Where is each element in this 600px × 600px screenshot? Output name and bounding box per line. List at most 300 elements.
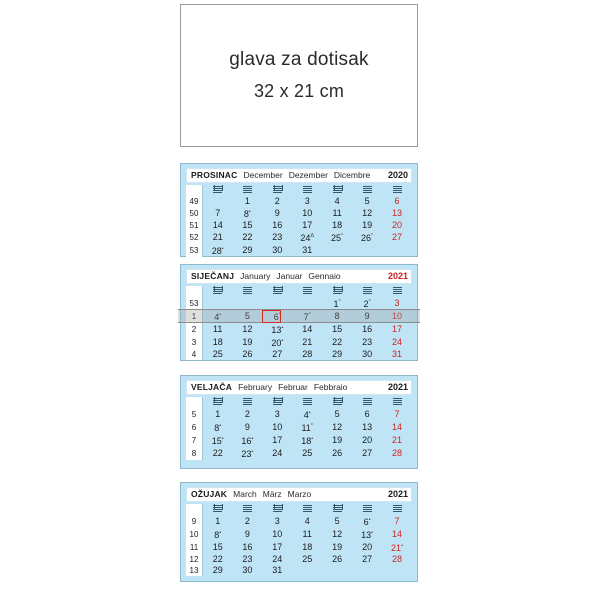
day-cell[interactable]	[232, 310, 262, 323]
month-block-march[interactable]	[180, 482, 418, 582]
day-cell[interactable]	[262, 528, 292, 541]
month-block-february[interactable]	[180, 375, 418, 469]
weekday-header-cell	[382, 397, 412, 408]
day-cell[interactable]	[322, 220, 352, 231]
day-cell[interactable]	[382, 310, 412, 323]
day-cell[interactable]	[352, 323, 382, 336]
day-cell[interactable]	[382, 244, 412, 257]
calendar-week-row	[186, 447, 412, 460]
day-cell[interactable]	[203, 207, 233, 220]
week-number: 6	[186, 421, 203, 434]
day-cell[interactable]	[322, 310, 352, 323]
day-number: 4	[304, 516, 310, 526]
day-number: 5	[334, 409, 340, 419]
day-cell[interactable]	[232, 541, 262, 554]
day-cell[interactable]	[292, 336, 322, 349]
day-cell[interactable]	[322, 196, 352, 207]
month-title-february	[186, 380, 412, 395]
weekday-cart-icon	[333, 397, 342, 405]
day-cell[interactable]	[352, 207, 382, 220]
day-cell[interactable]	[322, 541, 352, 554]
day-number: 20	[362, 542, 373, 552]
weekday-lines-icon	[303, 286, 312, 294]
day-number: 8	[214, 423, 220, 433]
day-cell[interactable]	[292, 196, 322, 207]
month-year: 2020	[387, 170, 408, 180]
day-cell[interactable]	[352, 336, 382, 349]
day-cell[interactable]	[292, 310, 322, 323]
day-cell[interactable]	[203, 515, 233, 528]
day-cell[interactable]	[322, 349, 352, 360]
day-cell[interactable]	[203, 408, 233, 421]
day-number: 3	[394, 298, 400, 308]
day-cell[interactable]	[352, 554, 382, 565]
day-marker: •	[368, 517, 371, 523]
day-cell[interactable]	[352, 297, 382, 310]
weekday-header-cell	[203, 504, 233, 515]
day-marker: °	[338, 299, 341, 305]
calendar-week-row	[186, 231, 412, 244]
weekday-lines-icon	[363, 185, 372, 193]
week-col-header	[186, 397, 203, 408]
calendar-week-row	[186, 336, 412, 349]
weekday-lines-icon	[243, 185, 252, 193]
day-cell[interactable]	[232, 323, 262, 336]
week-number: 8	[186, 447, 203, 460]
day-cell[interactable]	[262, 336, 292, 349]
day-cell[interactable]	[203, 434, 233, 447]
day-cell[interactable]	[203, 554, 233, 565]
day-cell[interactable]	[203, 336, 233, 349]
day-number: 11	[302, 529, 312, 539]
day-cell[interactable]	[232, 220, 262, 231]
day-cell[interactable]	[292, 220, 322, 231]
overprint-header-plate	[180, 4, 418, 147]
weekday-cart-icon	[273, 185, 282, 193]
day-cell[interactable]	[262, 565, 292, 576]
day-cell[interactable]	[322, 434, 352, 447]
day-cell[interactable]	[352, 565, 382, 576]
week-number: 52	[186, 231, 203, 244]
day-cell[interactable]	[382, 421, 412, 434]
day-cell[interactable]	[203, 220, 233, 231]
month-name-en: December	[243, 170, 283, 180]
day-cell[interactable]	[382, 196, 412, 207]
day-number: 28	[392, 554, 403, 564]
day-cell[interactable]	[382, 434, 412, 447]
day-cell[interactable]	[262, 408, 292, 421]
day-cell[interactable]	[322, 336, 352, 349]
month-name-group	[191, 382, 384, 392]
day-cell[interactable]	[382, 515, 412, 528]
calendar-week-row	[186, 310, 412, 323]
day-cell[interactable]	[382, 447, 412, 460]
day-number: 30	[272, 245, 283, 255]
day-number: 11	[332, 208, 342, 218]
day-cell[interactable]	[262, 297, 292, 310]
day-number: 24	[392, 337, 403, 347]
day-number: 2	[244, 409, 250, 419]
day-cell[interactable]	[232, 565, 262, 576]
day-cell[interactable]	[322, 231, 352, 244]
weekday-cart-icon	[213, 286, 222, 294]
day-cell[interactable]	[352, 515, 382, 528]
day-cell[interactable]	[292, 297, 322, 310]
day-marker: •	[281, 338, 284, 344]
month-title-december	[186, 168, 412, 183]
day-cell[interactable]	[382, 565, 412, 576]
calendar-week-row	[186, 349, 412, 360]
day-cell[interactable]	[382, 323, 412, 336]
day-cell[interactable]	[292, 565, 322, 576]
week-number: 2	[186, 323, 203, 336]
day-cell[interactable]	[322, 528, 352, 541]
day-marker: •	[308, 410, 311, 416]
day-number: 20	[271, 338, 282, 348]
day-number: 24	[272, 448, 283, 458]
day-cell[interactable]	[262, 196, 292, 207]
day-number: 7	[394, 409, 400, 419]
day-cell[interactable]	[322, 244, 352, 257]
day-number: 24	[272, 554, 283, 564]
day-number: 22	[242, 232, 253, 242]
day-cell[interactable]	[322, 297, 352, 310]
month-name-it: Marzo	[287, 489, 312, 499]
weekday-header-cell	[292, 504, 322, 515]
day-cell[interactable]	[203, 528, 233, 541]
day-number: 8	[334, 311, 340, 321]
weekday-header-cell	[262, 397, 292, 408]
day-number: 10	[302, 208, 313, 218]
day-cell[interactable]	[203, 541, 233, 554]
day-number: 9	[364, 311, 370, 321]
day-cell[interactable]	[352, 231, 382, 244]
weekday-lines-icon	[363, 504, 372, 512]
day-number: 16	[242, 542, 253, 552]
weekday-header-row	[186, 286, 412, 297]
day-cell[interactable]	[232, 244, 262, 257]
week-number: 49	[186, 196, 203, 207]
header-line-1: glava za dotisak	[229, 49, 369, 70]
calendar-week-row	[186, 207, 412, 220]
day-cell[interactable]	[352, 196, 382, 207]
day-cell[interactable]	[352, 447, 382, 460]
day-cell[interactable]	[292, 515, 322, 528]
day-number: 4	[303, 410, 309, 420]
weekday-header-cell	[352, 397, 382, 408]
day-cell[interactable]	[292, 244, 322, 257]
day-cell[interactable]	[203, 323, 233, 336]
day-cell[interactable]	[203, 244, 233, 257]
weekday-header-cell	[382, 185, 412, 196]
day-number: 29	[212, 565, 223, 575]
day-cell[interactable]	[292, 421, 322, 434]
day-cell[interactable]	[352, 244, 382, 257]
day-cell[interactable]	[203, 297, 233, 310]
week-number: 5	[186, 408, 203, 421]
day-cell[interactable]	[232, 336, 262, 349]
day-number: 27	[392, 232, 403, 242]
calendar-week-row	[186, 515, 412, 528]
month-name-de: März	[262, 489, 282, 499]
day-number: 15	[332, 324, 343, 334]
day-number: 25	[331, 233, 342, 243]
calendar-week-row	[186, 297, 412, 310]
day-cell[interactable]	[382, 554, 412, 565]
day-marker: °	[310, 423, 313, 429]
day-number: 28	[392, 448, 403, 458]
day-number: 19	[332, 435, 343, 445]
weekday-cart-icon	[213, 397, 222, 405]
weekday-header-cell	[203, 397, 233, 408]
month-year: 2021	[387, 489, 408, 499]
calendar-week-row	[186, 541, 412, 554]
day-cell[interactable]	[382, 408, 412, 421]
day-number: 9	[244, 529, 250, 539]
day-cell[interactable]	[352, 310, 382, 323]
weekday-header-cell	[262, 504, 292, 515]
month-name-hr: PROSINAC	[191, 170, 238, 180]
day-cell[interactable]	[292, 207, 322, 220]
day-number: 25	[212, 349, 223, 359]
weekday-header-row	[186, 185, 412, 196]
day-number: 27	[272, 349, 283, 359]
day-cell[interactable]	[262, 323, 292, 336]
day-cell[interactable]	[232, 528, 262, 541]
day-number: 12	[332, 422, 343, 432]
day-number: 25	[302, 448, 313, 458]
day-number: 3	[304, 196, 310, 206]
weekday-lines-icon	[363, 286, 372, 294]
day-cell[interactable]	[232, 408, 262, 421]
day-number: 26	[242, 349, 253, 359]
day-number: 13	[362, 422, 373, 432]
month-name-hr: SIJEČANJ	[191, 271, 235, 281]
day-number: 14	[302, 324, 313, 334]
day-marker: •	[281, 325, 284, 331]
weekday-cart-icon	[333, 286, 342, 294]
day-cell[interactable]	[232, 447, 262, 460]
day-cell[interactable]	[203, 349, 233, 360]
month-year: 2021	[387, 271, 408, 281]
month-name-group	[191, 489, 384, 499]
day-number: 16	[272, 220, 283, 230]
day-cell[interactable]	[352, 408, 382, 421]
day-cell[interactable]	[292, 323, 322, 336]
day-cell[interactable]	[203, 565, 233, 576]
day-cell[interactable]	[262, 349, 292, 360]
day-number: 23	[362, 337, 373, 347]
month-name-de: Februar	[278, 382, 308, 392]
week-number: 4	[186, 349, 203, 360]
day-cell[interactable]	[322, 515, 352, 528]
day-cell[interactable]	[382, 297, 412, 310]
day-number: 10	[272, 422, 283, 432]
day-cell[interactable]	[232, 434, 262, 447]
day-number: 27	[362, 448, 373, 458]
day-cell[interactable]	[262, 231, 292, 244]
day-number: 8	[243, 209, 249, 219]
day-number: 18	[212, 337, 223, 347]
day-cell[interactable]	[262, 515, 292, 528]
day-number: 3	[274, 516, 280, 526]
day-cell[interactable]	[262, 447, 292, 460]
day-marker: °	[341, 233, 344, 239]
day-cell[interactable]	[292, 447, 322, 460]
weekday-header-cell	[322, 286, 352, 297]
day-marker: °	[368, 299, 371, 305]
day-cell[interactable]	[292, 528, 322, 541]
week-number: 1	[186, 310, 203, 323]
day-cell[interactable]	[262, 207, 292, 220]
day-number: 20	[392, 220, 403, 230]
calendar-week-row	[186, 196, 412, 207]
week-col-header	[186, 286, 203, 297]
day-cell[interactable]	[292, 541, 322, 554]
day-cell[interactable]	[232, 554, 262, 565]
month-name-de: Januar	[276, 271, 303, 281]
weekday-cart-icon	[273, 504, 282, 512]
day-cell[interactable]	[262, 554, 292, 565]
day-cell[interactable]	[352, 528, 382, 541]
day-number: 20	[362, 435, 373, 445]
day-cell[interactable]	[382, 541, 412, 554]
day-number: 1	[215, 409, 221, 419]
weekday-header-cell	[203, 286, 233, 297]
calendar-week-row	[186, 408, 412, 421]
day-number: 5	[364, 196, 370, 206]
day-number: 23	[242, 554, 253, 564]
day-cell[interactable]	[262, 421, 292, 434]
weekday-header-cell	[382, 286, 412, 297]
weekday-header-cell	[292, 397, 322, 408]
day-cell[interactable]	[203, 447, 233, 460]
month-title-january	[186, 269, 412, 284]
day-marker: •	[219, 530, 222, 536]
day-cell[interactable]	[382, 231, 412, 244]
day-cell[interactable]	[232, 421, 262, 434]
weekday-header-cell	[232, 504, 262, 515]
day-cell[interactable]	[322, 323, 352, 336]
day-cell[interactable]	[262, 310, 292, 323]
day-cell[interactable]	[232, 231, 262, 244]
day-number: 28	[211, 246, 222, 256]
day-cell[interactable]	[352, 541, 382, 554]
day-cell[interactable]	[232, 196, 262, 207]
month-block-january[interactable]	[180, 264, 418, 361]
day-cell[interactable]	[292, 408, 322, 421]
week-number: 9	[186, 515, 203, 528]
day-cell[interactable]	[352, 421, 382, 434]
day-cell[interactable]	[203, 231, 233, 244]
day-number: 15	[212, 542, 223, 552]
day-number: 14	[392, 529, 403, 539]
day-cell[interactable]	[352, 434, 382, 447]
day-number: 31	[302, 245, 313, 255]
header-line-2: 32 x 21 cm	[253, 81, 345, 101]
day-number: 6	[363, 517, 369, 527]
day-number: 17	[272, 542, 283, 552]
day-number: 4	[334, 196, 340, 206]
month-name-hr: VELJAČA	[191, 382, 233, 392]
weekday-header-cell	[262, 185, 292, 196]
day-cell[interactable]	[292, 434, 322, 447]
day-cell[interactable]	[262, 244, 292, 257]
day-cell[interactable]	[292, 554, 322, 565]
day-number: 1	[215, 516, 221, 526]
day-number: 5	[244, 311, 250, 321]
day-cell[interactable]	[262, 220, 292, 231]
month-name-de: Dezember	[288, 170, 328, 180]
day-cell[interactable]	[292, 231, 322, 244]
day-marker: •	[251, 436, 254, 442]
weekday-header-cell	[232, 286, 262, 297]
day-number: 9	[274, 208, 280, 218]
day-cell[interactable]	[382, 349, 412, 360]
calendar-grid-march	[186, 504, 412, 576]
day-cell[interactable]	[322, 554, 352, 565]
month-block-december[interactable]	[180, 163, 418, 257]
weekday-header-cell	[352, 504, 382, 515]
day-number: 21	[212, 232, 223, 242]
day-cell[interactable]	[292, 349, 322, 360]
day-marker: •	[311, 436, 314, 442]
day-cell[interactable]	[203, 421, 233, 434]
week-number: 12	[186, 554, 203, 565]
weekday-lines-icon	[393, 504, 402, 512]
day-number: 18	[301, 436, 312, 446]
week-number: 7	[186, 434, 203, 447]
day-number: 19	[362, 220, 373, 230]
day-number: 9	[244, 422, 250, 432]
day-cell[interactable]	[352, 220, 382, 231]
day-cell[interactable]	[382, 207, 412, 220]
day-cell[interactable]	[262, 541, 292, 554]
day-number: 19	[332, 542, 343, 552]
weekday-lines-icon	[393, 397, 402, 405]
day-number: 6	[273, 312, 279, 322]
day-cell[interactable]	[203, 310, 233, 323]
calendar-week-row	[186, 528, 412, 541]
day-cell[interactable]	[322, 421, 352, 434]
day-cell[interactable]	[352, 349, 382, 360]
day-cell[interactable]	[232, 297, 262, 310]
day-cell[interactable]	[382, 528, 412, 541]
weekday-header-cell	[292, 185, 322, 196]
day-marker: •	[219, 423, 222, 429]
day-cell[interactable]	[232, 349, 262, 360]
weekday-lines-icon	[243, 397, 252, 405]
day-cell[interactable]	[232, 207, 262, 220]
day-number: 31	[392, 349, 403, 359]
day-cell[interactable]	[322, 408, 352, 421]
day-cell[interactable]	[232, 515, 262, 528]
day-number: 5	[334, 516, 340, 526]
day-number: 1	[333, 299, 339, 309]
day-cell[interactable]	[203, 196, 233, 207]
day-cell[interactable]	[262, 434, 292, 447]
day-cell[interactable]	[322, 207, 352, 220]
day-cell[interactable]	[382, 336, 412, 349]
day-marker: •	[219, 312, 222, 318]
day-cell[interactable]	[382, 220, 412, 231]
day-cell[interactable]	[322, 565, 352, 576]
day-number: 15	[211, 436, 222, 446]
day-cell[interactable]	[322, 447, 352, 460]
day-number: 2	[274, 196, 280, 206]
day-marker: °	[278, 312, 281, 318]
day-number: 3	[274, 409, 280, 419]
